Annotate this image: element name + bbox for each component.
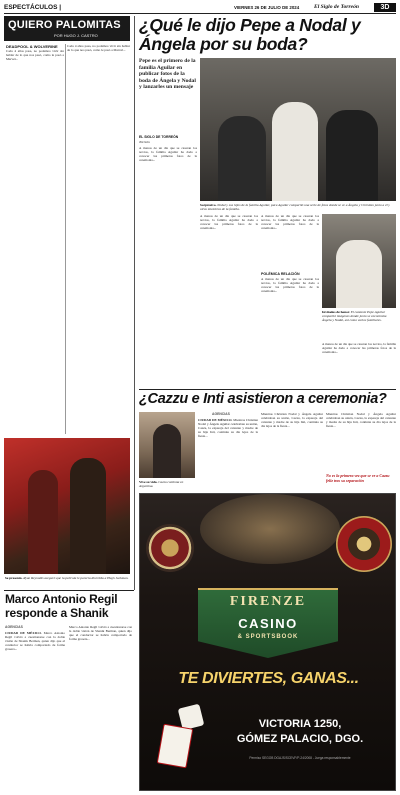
second-body-text: Mientras Christian Nodal y Ángela Aguilar celebraban su unión, Cazzu, la expareja del cantante y madre de su hija Inti, continúa su día lejos de la fiesta... (198, 418, 258, 439)
second-byline: AGENCIAS (212, 412, 230, 416)
main-caption-1-text: Nodal y sus hijos de la familia Aguilar, para Aguilar compartió una serie de fotos donde se ve a Ángela y Christian junto a él y otros miembros de la familia. (200, 203, 390, 211)
column-byline: POR HUGO J. CASTRO (54, 33, 98, 38)
second-caption (139, 480, 195, 489)
second-quote: No es la primera vez que se ve a Cazzu feliz tras su separación (326, 473, 390, 483)
photo-cazzu (153, 424, 181, 478)
column-caption-bold: Se presentó. (5, 576, 23, 580)
page-header (4, 3, 396, 12)
column-body-2: Cada 4 años pasa, no podamos vivir sin hablar de lo que nos pasó, como le pasó a Marvel... (67, 44, 130, 53)
story-rule-1 (139, 389, 396, 390)
column-title-box (4, 16, 130, 41)
main-photo-2 (322, 214, 396, 308)
header-date: VIERNES 26 DE JULIO DE 2024 (234, 5, 300, 10)
main-byline: EL SIGLO DE TORREÓN (139, 135, 179, 139)
main-caption-2 (322, 310, 396, 340)
main-body-5: A menos de un día que se casaran los novios, la familia Aguilar ha dado a conocer las primeras fotos de la ceremonia... (322, 342, 396, 355)
main-caption-1 (200, 203, 396, 212)
third-byline: AGENCIAS (5, 625, 23, 629)
main-body-2: A menos de un día que se casaran los novios, la familia Aguilar ha dado a conocer las primeras fotos de la ceremonia... (200, 214, 258, 231)
main-caption-1-bold: Sorpresivo. (200, 203, 217, 207)
column-caption-text: Ryan Reynolds aseguró que la película le parecía divertida a Hugh Jackman. (23, 576, 129, 580)
main-photo-1 (200, 58, 396, 201)
third-body-2: Marco Antonio Regil volvió a cuestionarse con la doble visión de Shanik Berman, quien dijo que el conductor se habría comportado de forma grosera... (69, 625, 132, 642)
third-location: CIUDAD DE MÉXICO. (5, 631, 42, 635)
second-body-1 (198, 418, 258, 490)
ad-subtype: & SPORTSBOOK (237, 634, 299, 640)
second-location: CIUDAD DE MÉXICO. (198, 418, 233, 422)
header-rule (4, 13, 396, 14)
ad-cards (157, 724, 193, 769)
main-subhead: POLÉMICA RELACIÓN (261, 272, 300, 276)
page-number: 3D (374, 3, 396, 12)
second-body-3: Mientras Christian Nodal y Ángela Aguilar celebraban su unión, Cazzu, la expareja del cantante y madre de su hija Inti, continúa su día lejos de la fiesta... (326, 412, 396, 429)
photo-figure-left (28, 470, 58, 574)
ad-type: CASINO (238, 616, 298, 631)
ad-brand: FIRENZE (229, 594, 307, 609)
second-caption-text: Cazzu continúa en Argentina. (139, 480, 184, 488)
left-section-divider (134, 16, 135, 590)
second-photo (139, 412, 195, 478)
column-caption (5, 576, 130, 586)
photo-couple (336, 240, 382, 308)
header-paper: El Siglo de Torreón (314, 4, 360, 10)
main-headline: ¿Qué le dijo Pepe a Nodal y Ángela por su boda? (139, 15, 361, 54)
second-body-2: Mientras Christian Nodal y Ángela Aguilar celebraban su unión, Cazzu, la expareja del cantante y madre de su hija Inti, continúa su día lejos de la fiesta... (261, 412, 323, 429)
main-caption-2-text: El cantante Pepe Aguilar compartió imágenes donde junto se encontraba Ángela y Nodal, así como varios familiares. (322, 310, 387, 322)
third-body-1 (5, 631, 65, 791)
column-heading: DEADPOOL & WOLVERINE (6, 44, 58, 49)
ad-roulette (336, 516, 392, 572)
ad-address-2: GÓMEZ PALACIO, DGO. (236, 733, 364, 745)
casino-ad[interactable] (139, 493, 396, 791)
main-location: Torreón (139, 140, 150, 144)
ad-disclaimer: Permiso SEGOB DGAJS/SCEVF/P-24/2008 - Juega responsablemente (249, 756, 351, 760)
main-deck: Pepe es el primero de la familia Aguilar en publicar fotos de la boda de Ángela y Nodal y lanzarles un mensaje (139, 58, 196, 91)
column-title: QUIERO PALOMITAS (8, 19, 121, 31)
main-body-1: A menos de un día que se casaran los novios, la familia Aguilar ha dado a conocer las primeras fotos de la ceremonia... (139, 146, 197, 163)
photo-group-left (218, 116, 266, 201)
main-body-3: A menos de un día que se casaran los novios, la familia Aguilar ha dado a conocer las primeras fotos de la ceremonia... (261, 214, 319, 231)
ad-tagline: TE DIVIERTES, GANAS... (178, 670, 359, 687)
photo-bride (272, 102, 318, 201)
section-label: ESPECTÁCULOS | (4, 4, 62, 11)
third-headline: Marco Antonio Regil responde a Shanik (5, 592, 118, 620)
second-headline: ¿Cazzu e Inti asistieron a ceremonia? (139, 391, 387, 407)
column-photo (4, 438, 130, 574)
second-caption-bold: Vive su vida. (139, 480, 158, 484)
column-body: Cada 4 años pasa, no podamos vivir sin hablar de lo que nos pasó, como le pasó a Marvel... (6, 49, 64, 62)
ad-glow (200, 494, 340, 564)
story-rule-2 (4, 590, 134, 591)
column-divider (65, 44, 66, 434)
main-caption-2-bold: Invitados de honor. (322, 310, 350, 314)
ad-chips-left (146, 524, 194, 572)
photo-figure-right (70, 458, 106, 574)
ad-address-1: VICTORIA 1250, (258, 718, 342, 730)
photo-group-right (326, 110, 378, 201)
main-body-4: A menos de un día que se casaran los novios, la familia Aguilar ha dado a conocer las primeras fotos de la ceremonia... (261, 277, 319, 294)
third-body-text: Marco Antonio Regil volvió a cuestionarse con la doble visión de Shanik Berman, quien dijo que el conductor se habría comportado de forma grosera... (5, 631, 65, 652)
